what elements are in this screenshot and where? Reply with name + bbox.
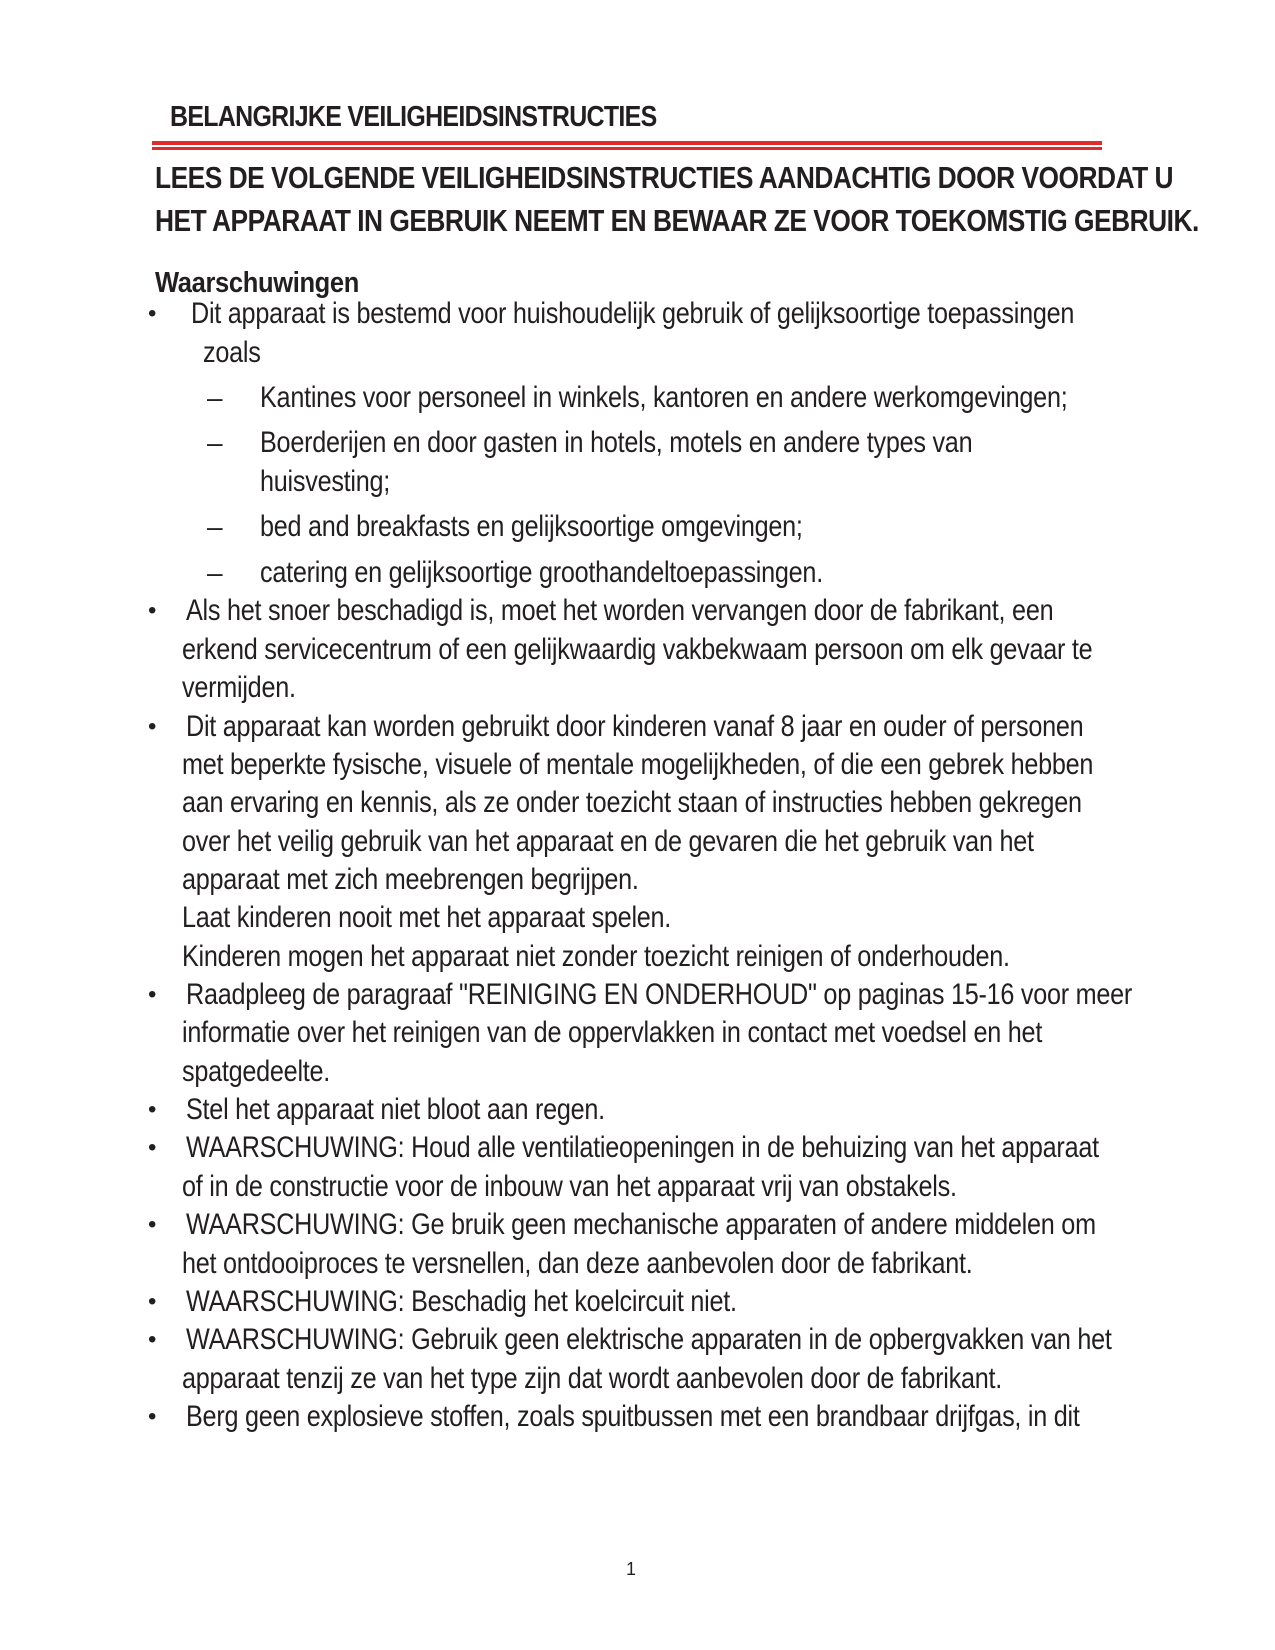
item-9-line-2: apparaat tenzij ze van het type zijn dat wordt aanbevolen door de fabrikant. (182, 1362, 1002, 1395)
lead-line-2: HET APPARAAT IN GEBRUIK NEEMT EN BEWAAR ZE VOOR TOEKOMSTIG GEBRUIK. (155, 203, 1199, 238)
item-3-line-1: Dit apparaat kan worden gebruikt door kinderen vanaf 8 jaar en ouder of personen (186, 710, 1084, 743)
dash-icon: – (207, 382, 223, 413)
item-2-line-1: Als het snoer beschadigd is, moet het worden vervangen door de fabrikant, een (186, 594, 1054, 627)
item-6-line-2: of in de constructie voor de inbouw van het apparaat vrij van obstakels. (182, 1170, 957, 1203)
item-7-line-1: WAARSCHUWING: Ge bruik geen mechanische apparaten of andere middelen om (186, 1208, 1096, 1241)
bullet-icon: • (148, 1211, 157, 1238)
item-1-line-2: zoals (203, 336, 261, 369)
sub-item-2-line-1: Boerderijen en door gasten in hotels, motels en andere types van (260, 426, 973, 459)
section-title: BELANGRIJKE VEILIGHEIDSINSTRUCTIES (170, 101, 657, 133)
item-2-line-3: vermijden. (182, 671, 296, 704)
item-10-line-1: Berg geen explosieve stoffen, zoals spuitbussen met een brandbaar drijfgas, in dit (186, 1400, 1080, 1433)
item-4-line-3: spatgedeelte. (182, 1055, 331, 1088)
item-7-line-2: het ontdooiproces te versnellen, dan deze aanbevolen door de fabrikant. (182, 1247, 973, 1280)
bullet-icon: • (148, 713, 157, 740)
sub-item-2-line-2: huisvesting; (260, 465, 391, 498)
bullet-icon: • (148, 981, 157, 1008)
page-number: 1 (626, 1559, 637, 1579)
item-3-line-3: aan ervaring en kennis, als ze onder toezicht staan of instructies hebben gekregen (182, 786, 1082, 819)
red-rule-top (152, 141, 1102, 145)
lead-line-1: LEES DE VOLGENDE VEILIGHEIDSINSTRUCTIES AANDACHTIG DOOR VOORDAT U (155, 160, 1173, 195)
bullet-icon: • (148, 1403, 157, 1430)
bullet-icon: • (148, 1134, 157, 1161)
item-8-line-1: WAARSCHUWING: Beschadig het koelcircuit niet. (186, 1285, 737, 1318)
sub-item-3: bed and breakfasts en gelijksoortige omgevingen; (260, 510, 803, 543)
item-9-line-1: WAARSCHUWING: Gebruik geen elektrische apparaten in de opbergvakken van het (186, 1323, 1112, 1356)
item-4-line-1: Raadpleeg de paragraaf "REINIGING EN ONDERHOUD" op paginas 15-16 voor meer (186, 978, 1133, 1011)
dash-icon: – (207, 427, 223, 458)
item-5-line-1: Stel het apparaat niet bloot aan regen. (186, 1093, 605, 1126)
item-2-line-2: erkend servicecentrum of een gelijkwaardig vakbekwaam persoon om elk gevaar te (182, 633, 1093, 666)
item-6-line-1: WAARSCHUWING: Houd alle ventilatieopeningen in de behuizing van het apparaat (186, 1131, 1099, 1164)
lead-instruction (155, 156, 1199, 242)
dash-icon: – (207, 557, 223, 588)
bullet-icon: • (148, 1096, 157, 1123)
item-3-line-4: over het veilig gebruik van het apparaat en de gevaren die het gebruik van het (182, 825, 1034, 858)
bullet-icon: • (148, 1326, 157, 1353)
warnings-heading: Waarschuwingen (155, 267, 359, 299)
bullet-icon: • (148, 597, 157, 624)
bullet-icon: • (148, 300, 157, 327)
item-3-line-2: met beperkte fysische, visuele of mentale mogelijkheden, of die een gebrek hebben (182, 748, 1094, 781)
item-3-line-7: Kinderen mogen het apparaat niet zonder toezicht reinigen of onderhouden. (182, 940, 1010, 973)
sub-item-1: Kantines voor personeel in winkels, kantoren en andere werkomgevingen; (260, 381, 1068, 414)
item-4-line-2: informatie over het reinigen van de oppervlakken in contact met voedsel en het (182, 1016, 1043, 1049)
dash-icon: – (207, 511, 223, 542)
red-rule-bottom (152, 147, 1102, 150)
bullet-icon: • (148, 1288, 157, 1315)
item-3-line-5: apparaat met zich meebrengen begrijpen. (182, 863, 639, 896)
item-3-line-6: Laat kinderen nooit met het apparaat spelen. (182, 901, 672, 934)
item-1-line-1: Dit apparaat is bestemd voor huishoudelijk gebruik of gelijksoortige toepassingen (191, 297, 1075, 330)
sub-item-4: catering en gelijksoortige groothandeltoepassingen. (260, 556, 823, 589)
